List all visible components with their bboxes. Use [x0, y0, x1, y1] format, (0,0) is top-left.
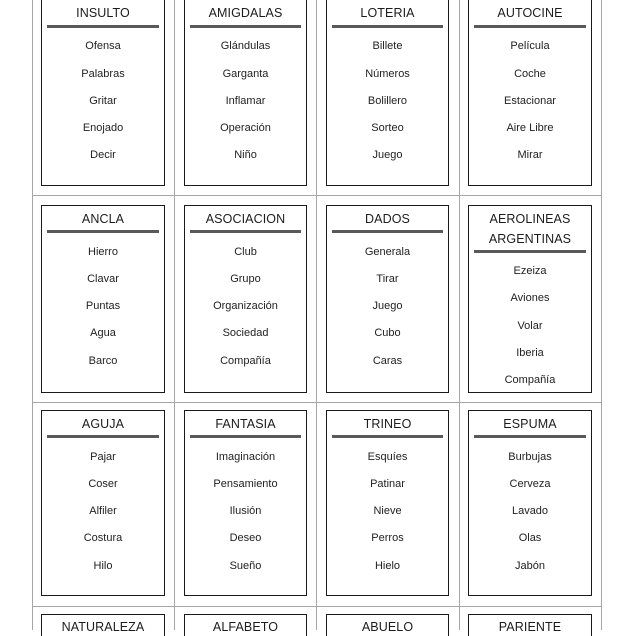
- card-trineo: [326, 410, 449, 596]
- card-asociacion: [184, 205, 307, 393]
- word: Hilo: [93, 560, 113, 572]
- title-divider: [190, 25, 301, 28]
- card-title: AUTOCINE: [497, 6, 563, 20]
- word: Esquíes: [367, 451, 408, 463]
- word: Alfiler: [89, 505, 117, 517]
- title-divider: [47, 230, 159, 233]
- title-divider: [190, 435, 301, 438]
- grid-line: [32, 402, 602, 403]
- card-pariente: [467, 606, 593, 636]
- card-ancla: [41, 205, 165, 393]
- word: Hielo: [374, 560, 401, 572]
- title-divider: [190, 230, 301, 233]
- card-alfabeto: [183, 606, 308, 636]
- card-title-line: ARGENTINAS: [488, 232, 572, 246]
- word: Pajar: [90, 451, 116, 463]
- word: Tirar: [376, 273, 399, 285]
- word: Burbujas: [508, 451, 552, 463]
- card-title: FANTASIA: [215, 417, 276, 431]
- word: Coche: [514, 68, 546, 80]
- card-title: ABUELO: [361, 620, 414, 634]
- word: Estacionar: [504, 95, 556, 107]
- word: Barco: [88, 355, 118, 367]
- grid-line: [601, 0, 602, 630]
- word: Olas: [518, 532, 542, 544]
- word: Compañía: [504, 374, 556, 386]
- word: Volar: [517, 320, 543, 332]
- title-divider: [474, 25, 586, 28]
- word: Aire Libre: [506, 122, 554, 134]
- card-naturaleza: [40, 606, 166, 636]
- word: Números: [365, 68, 410, 80]
- card-title: AGUJA: [81, 417, 125, 431]
- card-title: LOTERIA: [360, 6, 415, 20]
- word: Pensamiento: [213, 478, 278, 490]
- word: Caras: [372, 355, 403, 367]
- title-divider: [332, 230, 443, 233]
- title-divider: [474, 250, 586, 253]
- word: Deseo: [229, 532, 262, 544]
- card-title: ALFABETO: [212, 620, 279, 634]
- word: Costura: [83, 532, 123, 544]
- card-title-line: AEROLINEAS: [489, 212, 571, 226]
- title-divider: [47, 25, 159, 28]
- word: Compañía: [220, 355, 271, 367]
- word: Billete: [372, 40, 403, 52]
- title-divider: [332, 25, 443, 28]
- word: Jabón: [515, 560, 545, 572]
- word: Niño: [234, 149, 257, 161]
- word: Nieve: [373, 505, 402, 517]
- card-aguja: [41, 410, 165, 596]
- title-divider: [332, 435, 443, 438]
- word: Gritar: [89, 95, 117, 107]
- word: Perros: [371, 532, 404, 544]
- card-title: ASOCIACION: [205, 212, 286, 226]
- word: Ofensa: [85, 40, 121, 52]
- card-title: PARIENTE: [498, 620, 562, 634]
- card-title: INSULTO: [76, 6, 130, 20]
- card-insulto: [41, 0, 165, 186]
- card-loteria: [326, 0, 449, 186]
- card-title: [469, 209, 591, 249]
- word: Glándulas: [220, 40, 271, 52]
- word: Lavado: [511, 505, 549, 517]
- word: Ilusión: [229, 505, 262, 517]
- grid-line: [32, 0, 33, 630]
- card-title: ANCLA: [81, 212, 125, 226]
- word: Puntas: [85, 300, 121, 312]
- word: Aviones: [510, 292, 550, 304]
- card-fantasia: [184, 410, 307, 596]
- card-title: ESPUMA: [503, 417, 557, 431]
- word: Imaginación: [215, 451, 276, 463]
- word: Clavar: [87, 273, 119, 285]
- card-title: NATURALEZA: [61, 620, 145, 634]
- word: Juego: [372, 149, 403, 161]
- grid-line: [174, 0, 175, 630]
- word: Agua: [90, 327, 116, 339]
- grid-line: [32, 195, 602, 196]
- title-divider: [47, 435, 159, 438]
- word: Organización: [213, 300, 278, 312]
- word: Juego: [372, 300, 403, 312]
- word: Palabras: [81, 68, 125, 80]
- word: Mirar: [517, 149, 543, 161]
- word: Generala: [364, 246, 411, 258]
- card-autocine: [468, 0, 592, 186]
- word: Ezeiza: [513, 265, 547, 277]
- word: Patinar: [370, 478, 405, 490]
- word: Coser: [88, 478, 118, 490]
- word: Bolillero: [367, 95, 408, 107]
- card-amigdalas: [184, 0, 307, 186]
- card-title: AMIGDALAS: [208, 6, 283, 20]
- word: Cubo: [374, 327, 401, 339]
- word: Iberia: [516, 347, 544, 359]
- word: Decir: [90, 149, 116, 161]
- title-divider: [474, 435, 586, 438]
- word: Hierro: [88, 246, 118, 258]
- word: Sociedad: [222, 327, 269, 339]
- word: Enojado: [82, 122, 124, 134]
- word: Sorteo: [371, 122, 404, 134]
- word: Sueño: [229, 560, 262, 572]
- word: Película: [510, 40, 550, 52]
- word: Inflamar: [225, 95, 266, 107]
- word: Operación: [220, 122, 271, 134]
- grid-line: [459, 0, 460, 630]
- grid-line: [316, 0, 317, 630]
- word: Cerveza: [509, 478, 551, 490]
- card-title: TRINEO: [363, 417, 412, 431]
- card-abuelo: [325, 606, 450, 636]
- card-title: DADOS: [365, 212, 410, 226]
- card-dados: [326, 205, 449, 393]
- word: Grupo: [230, 273, 261, 285]
- word: Club: [234, 246, 257, 258]
- word: Garganta: [222, 68, 269, 80]
- card-espuma: [468, 410, 592, 596]
- card-aerolineas-argentinas: [468, 205, 592, 393]
